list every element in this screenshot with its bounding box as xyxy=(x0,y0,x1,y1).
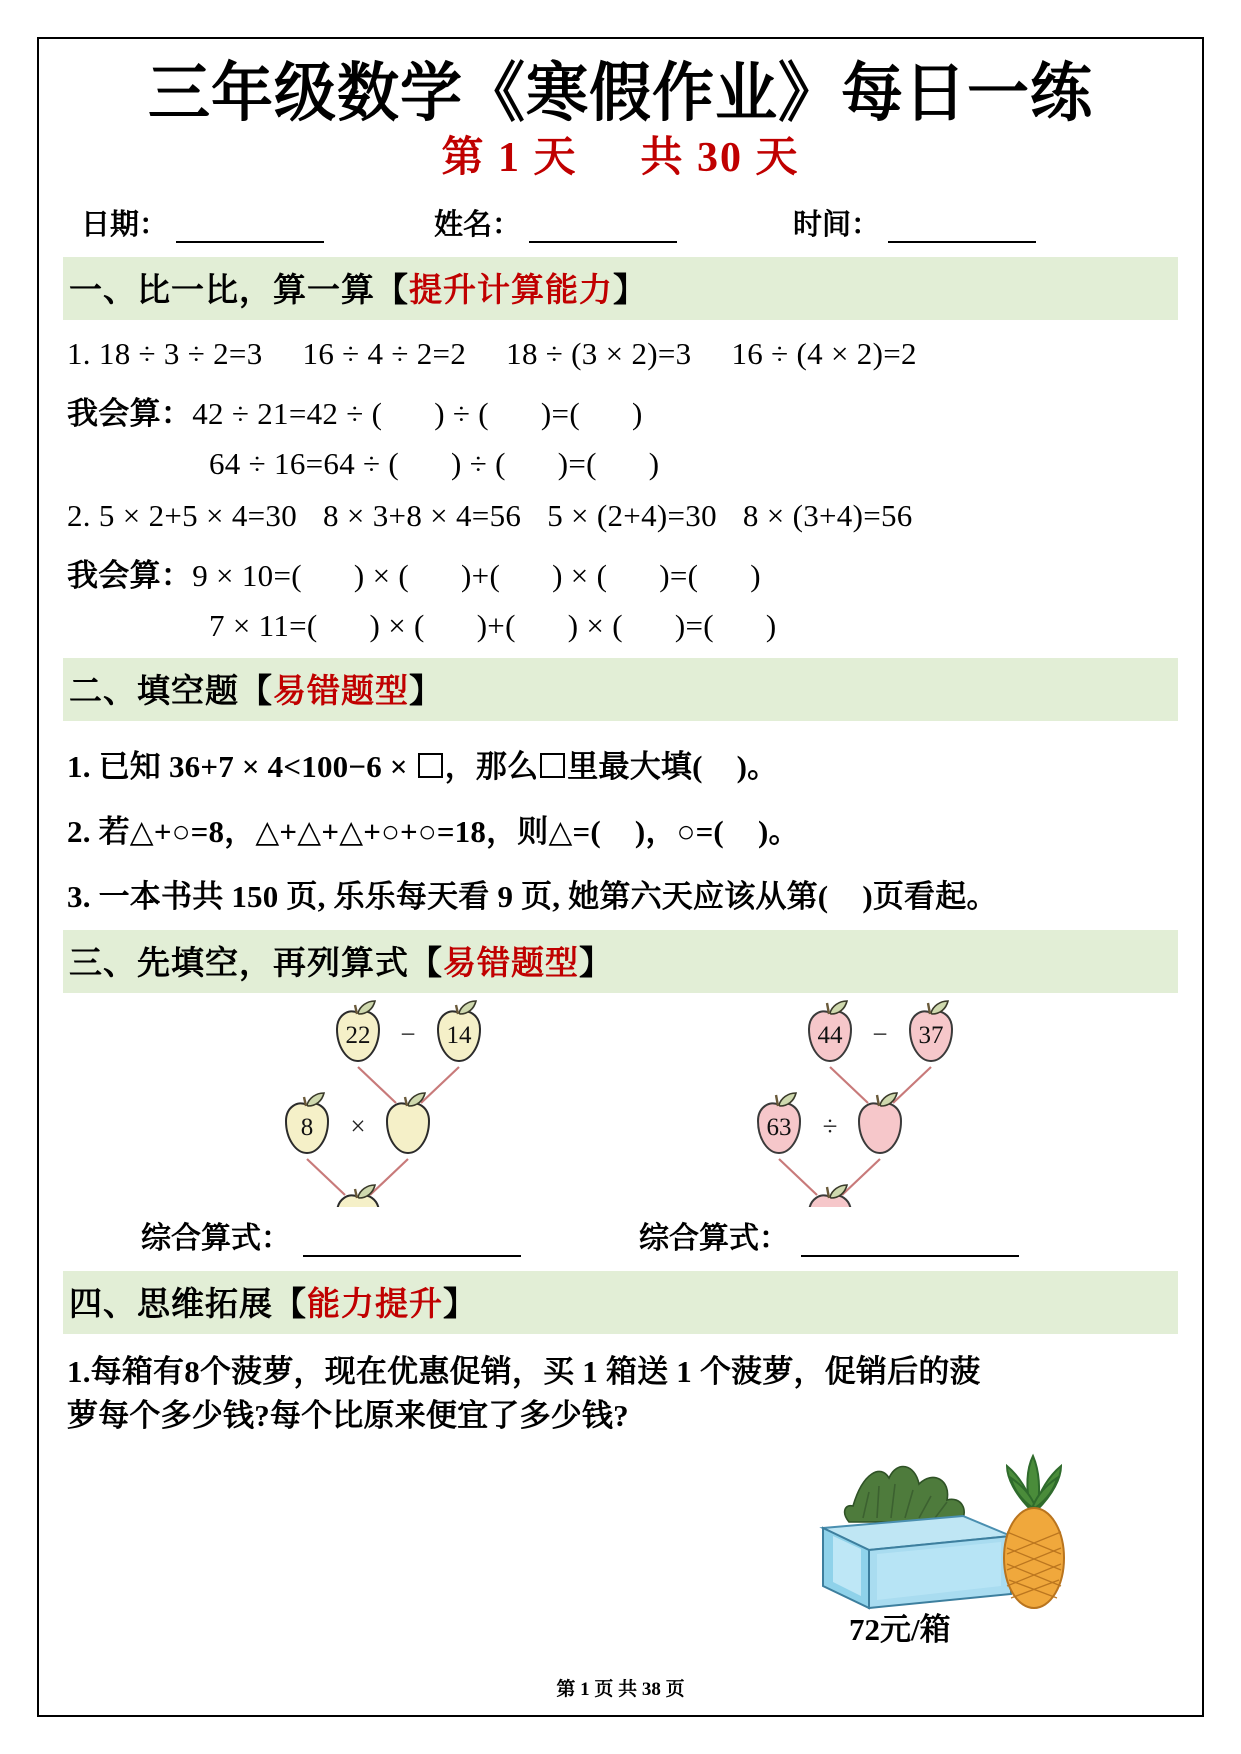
s1-ex-7: 5 × (2+4)=30 xyxy=(547,498,717,534)
box-icon xyxy=(418,753,443,778)
s2-q2-a: 2. 若△+○=8，△+△+△+○+○=18，则△=( xyxy=(67,814,601,850)
section-4-tag: 能力提升 xyxy=(307,1287,443,1324)
day-total: 共 30 天 xyxy=(640,134,800,181)
s1-work-1d: ) xyxy=(631,396,643,432)
apple-value: 22 xyxy=(345,1022,371,1050)
leaf-icon xyxy=(408,1093,425,1106)
section-2-heading xyxy=(63,658,1178,721)
pineapple-illustration xyxy=(63,1444,1178,1648)
page-title: 三年级数学《寒假作业》每日一练 xyxy=(147,58,1093,130)
apple-diagram-right xyxy=(735,999,1065,1207)
apple-value: 14 xyxy=(446,1022,472,1050)
s1-work-3b: ) × ( xyxy=(353,558,410,594)
s1-calc-label-2: 我会算： xyxy=(67,558,193,594)
s1-work-3f: ) xyxy=(750,558,761,594)
apple-value: 37 xyxy=(918,1022,944,1050)
section1-examples-row-1 xyxy=(63,336,1178,372)
box-icon xyxy=(540,753,565,778)
section-4-heading xyxy=(63,1271,1178,1334)
s1-ex-8: 8 × (3+4)=56 xyxy=(742,498,913,534)
apple-37 xyxy=(910,1001,952,1061)
s1-work-3c: )+( xyxy=(461,558,501,594)
pineapple-body xyxy=(1004,1508,1064,1608)
section-2-bracket: 】 xyxy=(409,674,443,711)
date-field[interactable] xyxy=(81,202,324,243)
s1-ex-1: 1. 18 ÷ 3 ÷ 2=3 xyxy=(67,336,263,372)
date-label: 日期： xyxy=(81,209,169,242)
connector-lines xyxy=(307,1067,459,1195)
operator-top-right: − xyxy=(872,1019,888,1050)
formula-field-right[interactable] xyxy=(639,1213,1019,1257)
footer-suffix: 页 xyxy=(665,1679,685,1700)
leaf-icon xyxy=(459,1001,476,1014)
price-label: 72元/箱 xyxy=(849,1612,951,1648)
section-2-title: 二、填空题【 xyxy=(69,674,273,711)
s2-q3-a: 3. 一本书共 150 页, 乐乐每天看 9 页, 她第六天应该从第( xyxy=(67,879,829,915)
operator-mid-right: ÷ xyxy=(822,1111,838,1142)
leaf-icon xyxy=(358,1185,375,1198)
leaf-icon xyxy=(358,1001,375,1014)
section1-examples-row-2 xyxy=(63,498,1178,534)
section4-line-2: 萝每个多少钱?每个比原来便宜了多少钱? xyxy=(67,1398,629,1434)
s1-ex-2: 16 ÷ 4 ÷ 2=2 xyxy=(302,336,467,372)
section2-question-1 xyxy=(63,741,1178,786)
s2-q1-a: 1. 已知 36+7 × 4<100−6 × xyxy=(67,749,416,785)
apple-tree-svg-right xyxy=(735,999,1065,1207)
apple-diagrams xyxy=(63,999,1178,1211)
name-field[interactable] xyxy=(434,202,677,243)
leaf-icon xyxy=(880,1093,897,1106)
meta-row xyxy=(63,202,1178,243)
leaf-icon xyxy=(779,1093,796,1106)
s1-work-4e: )=( xyxy=(674,608,714,644)
section1-work-row-1 xyxy=(63,388,1178,433)
formula-field-left[interactable] xyxy=(141,1213,521,1257)
formula-row xyxy=(63,1213,1178,1257)
apple-63 xyxy=(758,1093,800,1153)
leaf-icon xyxy=(307,1093,324,1106)
apple-value: 8 xyxy=(300,1114,314,1142)
apple-14 xyxy=(438,1001,480,1061)
apple-tree-svg-left xyxy=(263,999,593,1207)
page-footer xyxy=(39,1674,1202,1701)
section-3-heading xyxy=(63,930,1178,993)
section-4-title: 四、思维拓展【 xyxy=(69,1287,307,1324)
greens-icon xyxy=(845,1467,965,1522)
s2-q1-b: ，那么 xyxy=(444,749,539,785)
pineapple-crown xyxy=(1007,1456,1061,1510)
section-4-bracket: 】 xyxy=(443,1287,477,1324)
s1-work-1c: )=( xyxy=(540,396,580,432)
section2-question-2 xyxy=(63,806,1178,851)
leaf-icon xyxy=(931,1001,948,1014)
time-label: 时间： xyxy=(793,209,881,242)
operator-mid-left: × xyxy=(350,1111,366,1142)
s2-q3-b: )页看起。 xyxy=(862,879,998,915)
s2-q1-c: 里最大填( xyxy=(567,749,703,785)
s1-work-2c: )=( xyxy=(557,446,597,482)
s1-work-1b: ) ÷ ( xyxy=(434,396,489,432)
section-2-tag: 易错题型 xyxy=(273,674,409,711)
s1-work-3e: )=( xyxy=(659,558,699,594)
section-1-bracket: 】 xyxy=(613,273,647,310)
s1-ex-5: 2. 5 × 2+5 × 4=30 xyxy=(67,498,298,534)
s1-work-4c: )+( xyxy=(476,608,516,644)
apple-44 xyxy=(809,1001,851,1061)
s1-work-1a: 42 ÷ 21=42 ÷ ( xyxy=(192,396,383,432)
apple-22 xyxy=(337,1001,379,1061)
s1-work-3d: ) × ( xyxy=(552,558,608,594)
footer-middle: 页 共 xyxy=(594,1679,638,1700)
section2-question-3 xyxy=(63,871,1178,916)
s1-work-2a: 64 ÷ 16=64 ÷ ( xyxy=(209,446,400,482)
time-input-line[interactable] xyxy=(888,215,1036,243)
s1-work-4b: ) × ( xyxy=(369,608,425,644)
footer-page-number: 1 xyxy=(580,1679,590,1700)
connector-lines xyxy=(779,1067,931,1195)
leaf-icon xyxy=(830,1185,847,1198)
pineapple-box-svg xyxy=(63,1444,1173,1644)
section-1-tag: 提升计算能力 xyxy=(409,273,613,310)
s1-ex-6: 8 × 3+8 × 4=56 xyxy=(323,498,522,534)
section-1-heading xyxy=(63,257,1178,320)
name-label: 姓名： xyxy=(434,209,522,242)
leaf-icon xyxy=(830,1001,847,1014)
s2-q2-c: )。 xyxy=(757,814,800,850)
s1-work-2d: ) xyxy=(648,446,660,482)
s1-ex-4: 16 ÷ (4 × 2)=2 xyxy=(731,336,917,372)
time-field[interactable] xyxy=(793,202,1036,243)
s1-work-4f: ) xyxy=(765,608,777,644)
formula-label-left: 综合算式： xyxy=(141,1222,291,1256)
apple-blank-bottom[interactable] xyxy=(809,1185,851,1207)
section1-work-row-4 xyxy=(63,608,1178,644)
apple-value: 44 xyxy=(817,1022,843,1050)
formula-label-right: 综合算式： xyxy=(639,1222,789,1256)
section-3-bracket: 】 xyxy=(579,946,613,983)
crate-icon xyxy=(823,1516,1011,1608)
section4-line-1: 1.每箱有8个菠萝，现在优惠促销，买 1 箱送 1 个菠萝，促销后的菠 xyxy=(67,1354,981,1390)
pineapple-icon xyxy=(1004,1456,1064,1608)
section1-work-row-2 xyxy=(63,446,1178,482)
date-input-line[interactable] xyxy=(176,215,324,243)
section4-problem-text xyxy=(63,1350,1178,1438)
worksheet-page xyxy=(37,37,1204,1717)
apple-diagram-left xyxy=(263,999,593,1207)
formula-input-right[interactable] xyxy=(801,1229,1019,1257)
formula-input-left[interactable] xyxy=(303,1229,521,1257)
footer-total-pages: 38 xyxy=(641,1679,661,1700)
apple-8 xyxy=(286,1093,328,1153)
s1-work-4d: ) × ( xyxy=(567,608,623,644)
s1-work-4a: 7 × 11=( xyxy=(209,608,318,644)
apple-blank-bottom[interactable] xyxy=(337,1185,379,1207)
day-current: 第 1 天 xyxy=(441,134,578,181)
section1-work-row-3 xyxy=(63,550,1178,595)
s2-q1-d: )。 xyxy=(736,749,779,785)
name-input-line[interactable] xyxy=(529,215,677,243)
s1-calc-label-1: 我会算： xyxy=(67,396,193,432)
s2-q2-b: )，○=( xyxy=(634,814,724,850)
footer-prefix: 第 xyxy=(556,1679,576,1700)
apple-value: 63 xyxy=(766,1114,792,1142)
s1-work-2b: ) ÷ ( xyxy=(451,446,506,482)
day-counter xyxy=(63,132,1178,185)
section-3-title: 三、先填空，再列算式【 xyxy=(69,946,443,983)
section-3-tag: 易错题型 xyxy=(443,946,579,983)
s1-ex-3: 18 ÷ (3 × 2)=3 xyxy=(506,336,692,372)
section-1-title: 一、比一比，算一算【 xyxy=(69,273,409,310)
s1-work-3a: 9 × 10=( xyxy=(192,558,302,594)
operator-top-left: − xyxy=(400,1019,416,1050)
